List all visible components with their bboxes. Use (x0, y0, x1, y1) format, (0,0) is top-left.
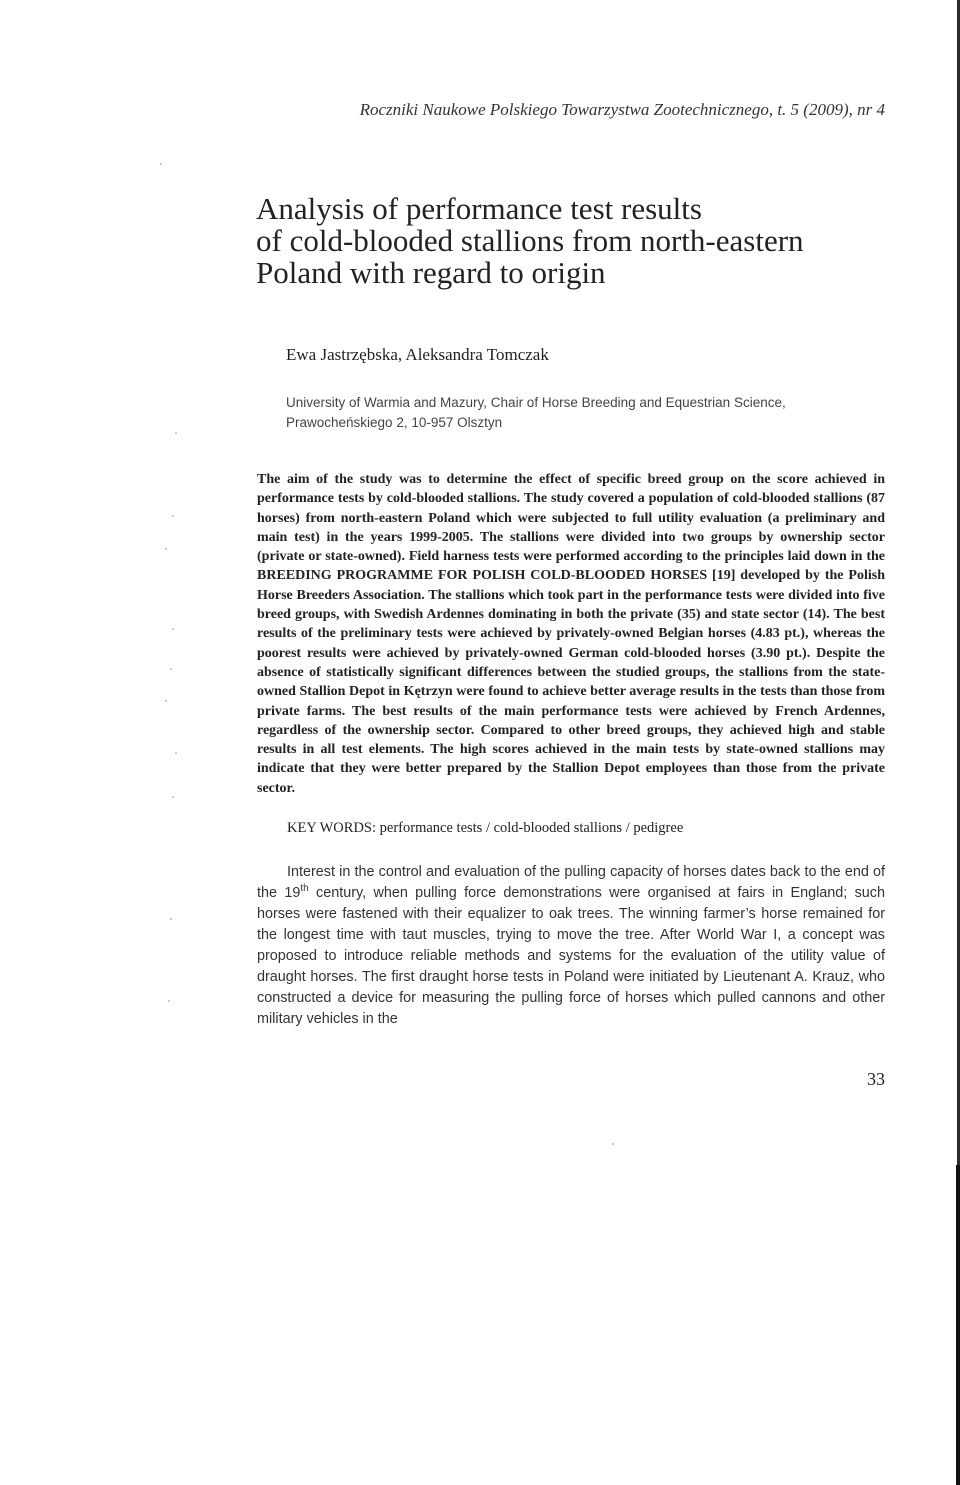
body-text-part: Interest in the control and evaluation of the pulling capacity of horses dates back to the end of the 19 (257, 864, 885, 901)
scan-speck (172, 628, 174, 630)
ordinal-suffix: th (300, 883, 309, 895)
scan-speck (170, 918, 172, 920)
article-title (256, 193, 876, 289)
scan-speck (612, 1143, 614, 1145)
abstract: The aim of the study was to determine the effect of specific breed group on the score achieved in performance tests by cold-blooded stallions. The study covered a population of cold-blooded stallions (87 horses) from north-eastern Poland which were subjected to full utility evaluation (a preliminary and main test) in the years 1999-2005. The stallions were divided into two groups by ownership sector (private or state-owned). Field harness tests were performed according to the principles laid down in the BREEDING PROGRAMME FOR POLISH COLD-BLOODED HORSES [19] developed by the Polish Horse Breeders Association. The stallions which took part in the performance tests were divided into five breed groups, with Swedish Ardennes dominating in both the private (35) and state sector (14). The best results of the preliminary tests were achieved by privately-owned Belgian horses (4.83 pt.), whereas the poorest results were achieved by privately-owned German cold-blooded horses (3.90 pt.). Despite the absence of statistically significant differences between the studied groups, the stallions from the state-owned Stallion Depot in Kętrzyn were found to achieve better average results in the tests than those from private farms. The best results of the main performance tests were achieved by French Ardennes, regardless of the ownership sector. Compared to other breed groups, they achieved high and stable results in all test elements. The high scores achieved in the main tests by state-owned stallions may indicate that they were better prepared by the Stallion Depot employees than those from the private sector. (257, 472, 885, 796)
scan-speck (172, 796, 174, 798)
affiliation-line: University of Warmia and Mazury, Chair of Horse Breeding and Equestrian Science, (286, 395, 786, 410)
scan-speck (160, 163, 162, 165)
page-edge-dark (956, 1165, 960, 1485)
title-line: Poland with regard to origin (256, 255, 606, 290)
journal-header: Roczniki Naukowe Polskiego Towarzystwa Zootechnicznego, t. 5 (2009), nr 4 (359, 100, 885, 119)
affiliation (286, 393, 886, 433)
scan-speck (165, 548, 167, 550)
scan-speck (175, 432, 177, 434)
authors: Ewa Jastrzębska, Aleksandra Tomczak (286, 345, 549, 364)
scan-speck (165, 700, 167, 702)
body-paragraph (257, 862, 885, 1030)
keywords-label: KEY WORDS: (287, 820, 377, 836)
affiliation-line: Prawocheńskiego 2, 10-957 Olsztyn (286, 415, 503, 430)
body-text-part: century, when pulling force demonstrations were organised at fairs in England; such horses were fastened with their equalizer to oak trees. The winning farmer’s horse remained for the longest time with taut muscles, trying to move the tree. After World War I, a concept was proposed to introduce reliable methods and systems for the evaluation of the utility value of draught horses. The first draught horse tests in Poland were initiated by Lieutenant A. Krauz, who constructed a device for measuring the pulling force of horses which pulled cannons and other military vehicles in the (257, 885, 886, 1027)
title-line: of cold-blooded stallions from north-eastern (256, 223, 804, 258)
title-line: Analysis of performance test results (256, 191, 702, 226)
scan-speck (172, 515, 174, 517)
keywords (287, 820, 683, 837)
scan-speck (168, 1000, 170, 1002)
keywords-list: performance tests / cold-blooded stallions / pedigree (379, 820, 684, 836)
scan-speck (175, 752, 177, 754)
page-number: 33 (867, 1069, 885, 1089)
scan-speck (170, 668, 172, 670)
